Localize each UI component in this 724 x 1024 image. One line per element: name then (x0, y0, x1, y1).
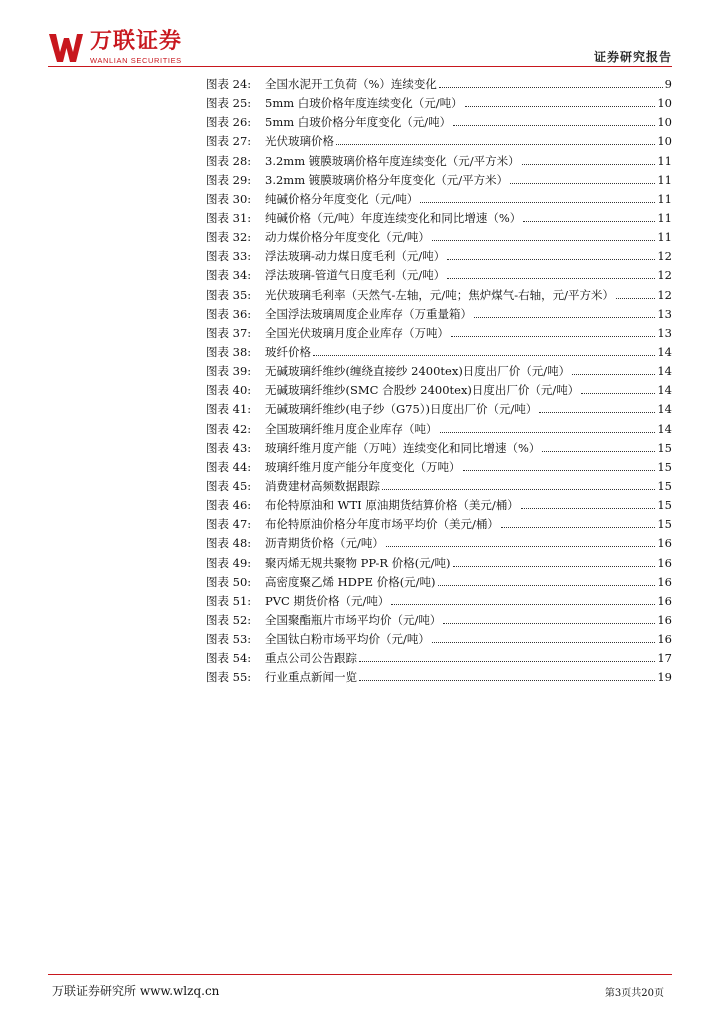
toc-entry-page: 15 (657, 517, 672, 532)
toc-entry-label: 图表 33: (206, 249, 252, 264)
toc-dot-leader (465, 106, 656, 107)
toc-entry-page: 15 (657, 478, 672, 493)
toc-dot-leader (501, 527, 655, 528)
toc-entry-title: 无碱玻璃纤维纱(SMC 合股纱 2400tex)日度出厂价（元/吨） (265, 383, 580, 398)
toc-entry-title: 全国光伏玻璃月度企业库存（万吨） (265, 325, 449, 340)
toc-entry-page: 16 (657, 536, 672, 551)
toc-entry-page: 19 (657, 670, 672, 685)
toc-entry[interactable] (206, 171, 672, 190)
toc-entry-page: 10 (657, 115, 672, 130)
footer-source: 万联证券研究所 www.wlzq.cn (52, 984, 220, 998)
toc-entry-label: 图表 32: (206, 230, 252, 245)
toc-entry-page: 12 (657, 249, 672, 264)
toc-entry-title: 玻璃纤维月度产能分年度变化（万吨） (265, 459, 461, 474)
toc-dot-leader (463, 470, 656, 471)
toc-entry-label: 图表 34: (206, 268, 252, 283)
toc-entry-title: 纯碱价格（元/吨）年度连续变化和同比增速（%） (265, 210, 522, 225)
toc-entry-label: 图表 40: (206, 383, 252, 398)
toc-entry[interactable] (206, 611, 672, 630)
toc-entry-label: 图表 55: (206, 670, 252, 685)
toc-entry[interactable] (206, 381, 672, 400)
toc-entry[interactable] (206, 420, 672, 439)
toc-dot-leader (382, 489, 655, 490)
toc-entry-title: 5mm 白玻价格年度连续变化（元/吨） (265, 96, 463, 111)
toc-dot-leader (522, 164, 656, 165)
toc-dot-leader (336, 144, 655, 145)
toc-entry-page: 11 (657, 172, 672, 187)
page-number: 第3页共20页 (604, 988, 664, 999)
toc-entry-label: 图表 52: (206, 612, 252, 627)
toc-entry-label: 图表 25: (206, 96, 252, 111)
toc-dot-leader (386, 546, 655, 547)
toc-dot-leader (313, 355, 655, 356)
toc-entry-label: 图表 53: (206, 632, 252, 647)
toc-dot-leader (451, 336, 655, 337)
toc-entry-title: 纯碱价格分年度变化（元/吨） (265, 191, 419, 206)
toc-dot-leader (616, 298, 655, 299)
toc-entry[interactable] (206, 343, 672, 362)
toc-entry-label: 图表 28: (206, 153, 252, 168)
toc-entry[interactable] (206, 209, 672, 228)
toc-entry-label: 图表 26: (206, 115, 252, 130)
toc-entry[interactable] (206, 266, 672, 285)
toc-entry-page: 15 (657, 459, 672, 474)
toc-entry-title: 3.2mm 镀膜玻璃价格分年度变化（元/平方米） (265, 172, 509, 187)
toc-entry-title: 聚丙烯无规共聚物 PP-R 价格(元/吨) (265, 555, 451, 570)
toc-entry-title: 沥青期货价格（元/吨） (265, 536, 384, 551)
toc-entry[interactable] (206, 305, 672, 324)
toc-entry-label: 图表 31: (206, 210, 252, 225)
toc-entry-title: 浮法玻璃-动力煤日度毛利（元/吨） (265, 249, 446, 264)
toc-entry-page: 14 (657, 402, 672, 417)
toc-entry-label: 图表 47: (206, 517, 252, 532)
toc-dot-leader (453, 125, 655, 126)
toc-entry[interactable] (206, 228, 672, 247)
toc-entry[interactable] (206, 286, 672, 305)
toc-entry[interactable] (206, 324, 672, 343)
toc-entry[interactable] (206, 132, 672, 151)
toc-entry[interactable] (206, 477, 672, 496)
toc-dot-leader (447, 278, 655, 279)
toc-dot-leader (432, 240, 655, 241)
toc-entry-title: 光伏玻璃毛利率（天然气-左轴，元/吨；焦炉煤气-右轴，元/平方米） (265, 287, 615, 302)
toc-entry-title: 浮法玻璃-管道气日度毛利（元/吨） (265, 268, 446, 283)
footer-divider (48, 974, 672, 975)
toc-entry[interactable] (206, 573, 672, 592)
toc-entry-label: 图表 46: (206, 498, 252, 513)
toc-dot-leader (359, 661, 655, 662)
toc-entry[interactable] (206, 592, 672, 611)
toc-dot-leader (539, 412, 655, 413)
toc-entry-title: 光伏玻璃价格 (265, 134, 334, 149)
toc-entry[interactable] (206, 152, 672, 171)
toc-entry-page: 16 (657, 555, 672, 570)
toc-entry-page: 13 (657, 325, 672, 340)
toc-entry-page: 10 (657, 96, 672, 111)
logo-chinese-name: 万联证券 (90, 29, 183, 54)
toc-entry-page: 16 (657, 593, 672, 608)
toc-entry[interactable] (206, 630, 672, 649)
toc-entry[interactable] (206, 190, 672, 209)
toc-entry[interactable] (206, 554, 672, 573)
toc-entry-page: 11 (657, 210, 672, 225)
wanlian-logo-icon (48, 30, 84, 66)
toc-entry-page: 15 (657, 440, 672, 455)
toc-dot-leader (453, 566, 656, 567)
toc-entry-title: 全国玻璃纤维月度企业库存（吨） (265, 421, 438, 436)
toc-entry-title: 5mm 白玻价格分年度变化（元/吨） (265, 115, 452, 130)
toc-dot-leader (391, 604, 655, 605)
toc-entry-page: 9 (664, 77, 672, 91)
toc-entry[interactable] (206, 439, 672, 458)
toc-entry-label: 图表 39: (206, 364, 252, 379)
toc-entry-title: 布伦特原油价格分年度市场平均价（美元/桶） (265, 517, 499, 532)
toc-entry-page: 16 (657, 574, 672, 589)
toc-entry-page: 12 (657, 287, 672, 302)
toc-dot-leader (581, 393, 655, 394)
toc-entry-page: 16 (657, 612, 672, 627)
toc-dot-leader (572, 374, 655, 375)
toc-entry[interactable] (206, 649, 672, 668)
toc-entry-label: 图表 48: (206, 536, 252, 551)
toc-entry[interactable] (206, 515, 672, 534)
toc-entry-label: 图表 38: (206, 344, 252, 359)
toc-entry-title: 全国聚酯瓶片市场平均价（元/吨） (265, 612, 442, 627)
toc-entry-title: 全国钛白粉市场平均价（元/吨） (265, 632, 430, 647)
toc-entry-label: 图表 29: (206, 172, 252, 187)
toc-entry[interactable] (206, 75, 672, 94)
toc-entry-page: 14 (657, 364, 672, 379)
toc-dot-leader (443, 623, 655, 624)
toc-dot-leader (447, 259, 655, 260)
toc-entry-label: 图表 49: (206, 555, 252, 570)
toc-entry-title: 行业重点新闻一览 (265, 670, 357, 685)
toc-entry[interactable] (206, 668, 672, 687)
toc-entry-title: 无碱玻璃纤维纱(电子纱（G75）)日度出厂价（元/吨） (265, 402, 538, 417)
figure-table-of-contents (206, 75, 672, 688)
toc-entry-page: 11 (657, 153, 672, 168)
toc-dot-leader (523, 221, 655, 222)
toc-dot-leader (420, 202, 655, 203)
toc-entry-title: 玻璃纤维月度产能（万吨）连续变化和同比增速（%） (265, 440, 541, 455)
toc-entry-label: 图表 24: (206, 77, 252, 91)
toc-dot-leader (432, 642, 655, 643)
toc-dot-leader (521, 508, 656, 509)
toc-entry[interactable] (206, 458, 672, 477)
toc-entry-page: 14 (657, 344, 672, 359)
toc-entry[interactable] (206, 362, 672, 381)
logo-english-name: WANLIAN SECURITIES (90, 56, 182, 65)
toc-entry-title: 重点公司公告跟踪 (265, 651, 357, 666)
toc-entry-title: 全国浮法玻璃周度企业库存（万重量箱） (265, 306, 472, 321)
toc-entry-page: 15 (657, 498, 672, 513)
toc-entry-title: 消费建材高频数据跟踪 (265, 478, 380, 493)
toc-entry-label: 图表 51: (206, 593, 252, 608)
toc-entry-page: 14 (657, 421, 672, 436)
toc-entry[interactable] (206, 247, 672, 266)
toc-entry-label: 图表 45: (206, 478, 252, 493)
toc-entry-page: 10 (657, 134, 672, 149)
toc-entry-label: 图表 54: (206, 651, 252, 666)
toc-entry-title: 玻纤价格 (265, 344, 311, 359)
toc-entry-title: 动力煤价格分年度变化（元/吨） (265, 230, 430, 245)
toc-entry[interactable] (206, 113, 672, 132)
toc-dot-leader (440, 432, 656, 433)
toc-entry-title: 高密度聚乙烯 HDPE 价格(元/吨) (265, 574, 436, 589)
report-type-label: 证券研究报告 (593, 50, 672, 64)
toc-dot-leader (439, 87, 663, 88)
toc-entry-title: 全国水泥开工负荷（%）连续变化 (265, 77, 437, 91)
toc-entry-page: 11 (657, 191, 672, 206)
page-header (0, 0, 724, 70)
toc-entry[interactable] (206, 534, 672, 553)
toc-entry[interactable] (206, 400, 672, 419)
toc-dot-leader (359, 680, 655, 681)
toc-entry-title: PVC 期货价格（元/吨） (265, 593, 390, 608)
toc-dot-leader (474, 317, 655, 318)
toc-entry-label: 图表 27: (206, 134, 252, 149)
toc-entry-label: 图表 43: (206, 440, 252, 455)
toc-entry-label: 图表 41: (206, 402, 252, 417)
company-logo (48, 30, 182, 66)
toc-entry-title: 无碱玻璃纤维纱(缠绕直接纱 2400tex)日度出厂价（元/吨） (265, 364, 571, 379)
toc-entry-page: 16 (657, 632, 672, 647)
toc-entry-page: 13 (657, 306, 672, 321)
toc-dot-leader (542, 451, 655, 452)
toc-entry-page: 17 (657, 651, 672, 666)
toc-entry[interactable] (206, 496, 672, 515)
header-divider (48, 66, 672, 67)
toc-entry-page: 14 (657, 383, 672, 398)
toc-entry[interactable] (206, 94, 672, 113)
toc-dot-leader (438, 585, 656, 586)
toc-entry-label: 图表 35: (206, 287, 252, 302)
toc-entry-page: 12 (657, 268, 672, 283)
toc-entry-title: 布伦特原油和 WTI 原油期货结算价格（美元/桶） (265, 498, 519, 513)
toc-entry-label: 图表 36: (206, 306, 252, 321)
toc-entry-label: 图表 42: (206, 421, 252, 436)
toc-entry-label: 图表 37: (206, 325, 252, 340)
toc-entry-label: 图表 30: (206, 191, 252, 206)
toc-entry-title: 3.2mm 镀膜玻璃价格年度连续变化（元/平方米） (265, 153, 520, 168)
toc-dot-leader (510, 183, 655, 184)
toc-entry-label: 图表 50: (206, 574, 252, 589)
toc-entry-label: 图表 44: (206, 459, 252, 474)
toc-entry-page: 11 (657, 230, 672, 245)
